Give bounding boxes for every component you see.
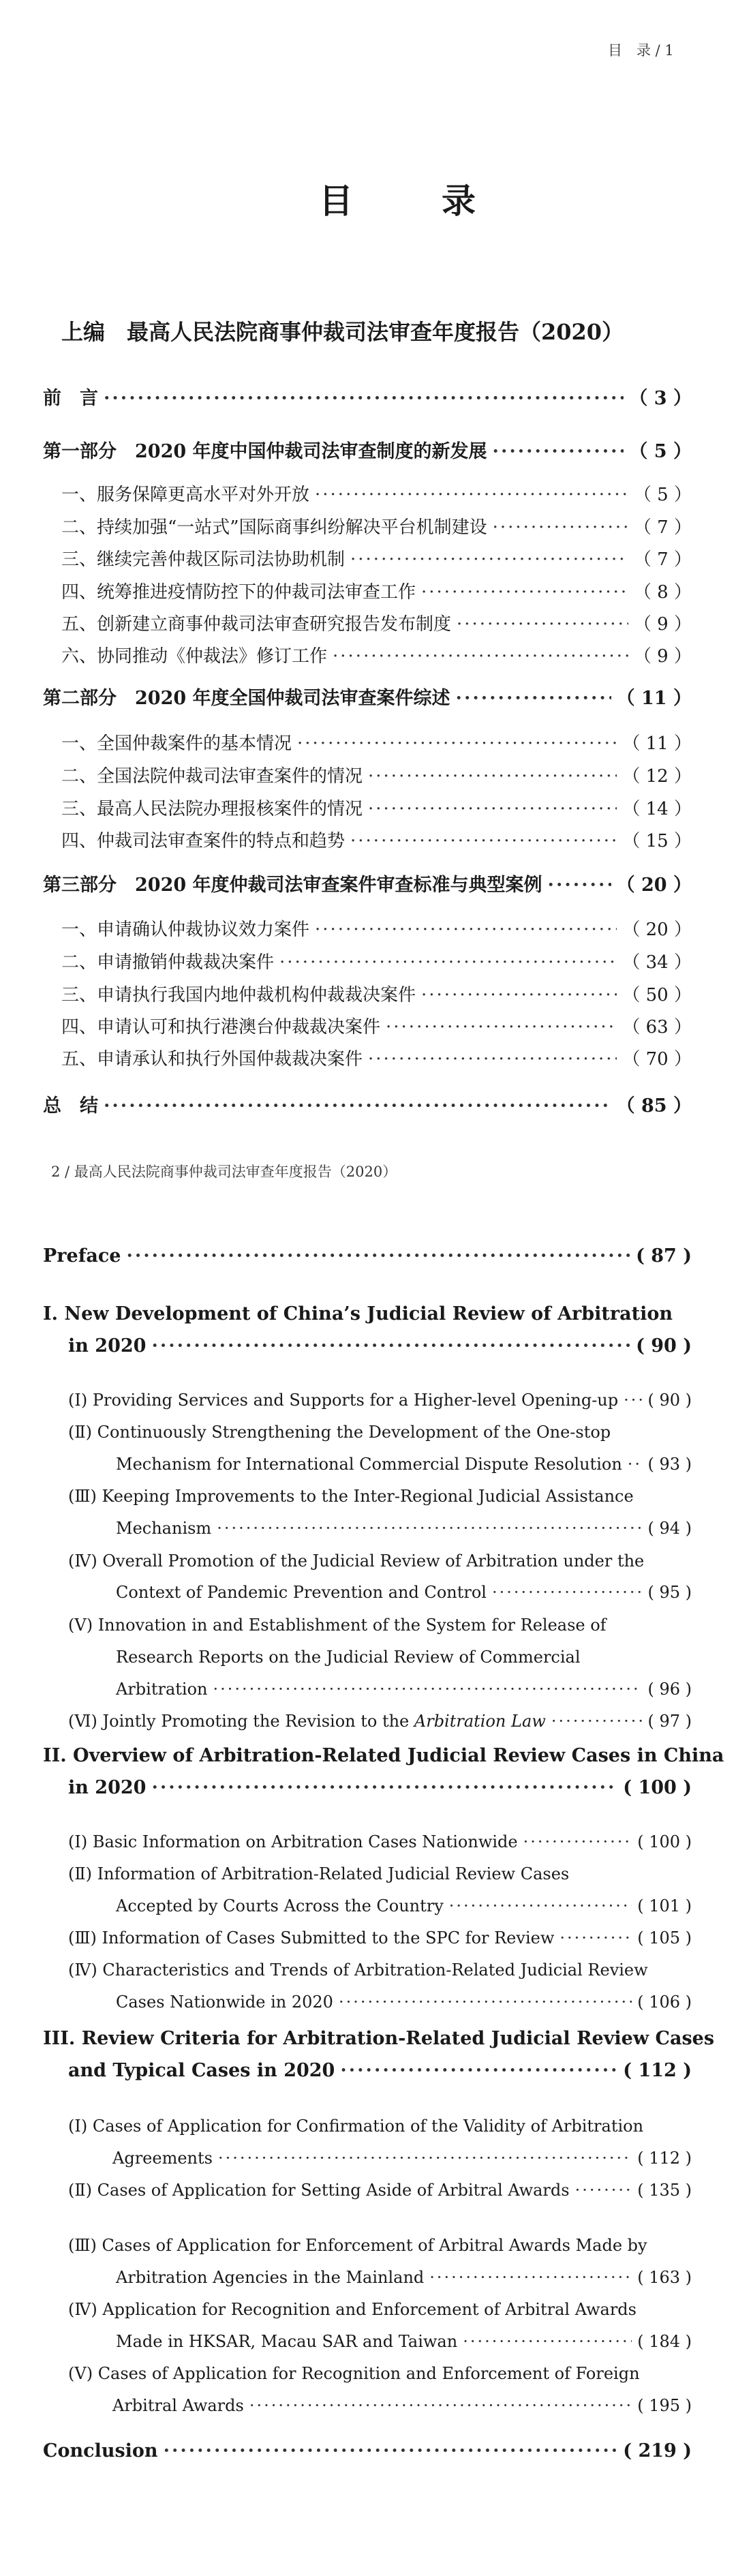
toc-entry-title: in 2020 [68,1777,147,1798]
toc-en-entry-line1: (Ⅳ) Application for Recognition and Enforcement of Arbitral Awards [68,2300,637,2319]
toc-entry-page: ( 112 ) [623,2060,692,2081]
toc-entry-title: 五、申请承认和执行外国仲裁裁决案件 [61,1049,363,1070]
toc-title: 目 录 [319,181,503,221]
toc-entry-title: 四、仲裁司法审查案件的特点和趋势 [61,831,346,851]
toc-entry-part3[interactable] [43,870,692,896]
toc-en-entry-line1: (Ⅳ) Characteristics and Trends of Arbitration-Related Judicial Review [68,1960,648,1980]
toc-entry-title-italic: Arbitration Law [414,1712,546,1731]
toc-en-preface[interactable] [43,1245,692,1267]
toc-entry-title: 三、最高人民法院办理报核案件的情况 [61,799,363,819]
toc-entry-page: ( 90 ) [636,1335,692,1357]
toc-subtitle: 上编 最高人民法院商事仲裁司法审查年度报告（2020） [61,319,624,345]
toc-entry-title: 四、申请认可和执行港澳台仲裁裁决案件 [61,1017,381,1037]
toc-entry-title: 总 结 [43,1095,98,1117]
toc-entry-title: 第一部分 2020 年度中国仲裁司法审查制度的新发展 [43,441,487,462]
toc-en-part2[interactable] [68,1777,692,1798]
toc-entry-page: ( 100 ) [637,1832,692,1851]
toc-entry-title: 二、持续加强“一站式”国际商事纠纷解决平台机制建设 [61,517,487,538]
toc-entry-title: 五、创新建立商事仲裁司法审查研究报告发布制度 [61,614,452,635]
toc-en-entry[interactable] [116,1896,692,1915]
toc-entry-page: （ 9 ） [633,646,692,667]
toc-entry-title: 第三部分 2020 年度仲裁司法审查案件审查标准与典型案例 [43,875,542,896]
toc-entry-page: ( 90 ) [647,1391,692,1410]
toc-entry-title: (Ⅲ) Information of Cases Submitted to the SPC for Review [68,1928,555,1948]
toc-entry-title: Made in HKSAR, Macau SAR and Taiwan [116,2332,458,2351]
toc-entry-page: （ 34 ） [622,952,692,973]
toc-entry-page: （ 50 ） [622,985,692,1005]
toc-en-entry[interactable] [68,1391,692,1410]
toc-entry-title: Arbitration [116,1680,208,1699]
toc-entry[interactable] [61,827,692,852]
toc-en-part3[interactable] [68,2060,692,2081]
toc-entry[interactable] [61,948,692,973]
toc-en-part2-line1: II. Overview of Arbitration-Related Judicial Review Cases in China [43,1745,724,1766]
toc-en-conclusion[interactable] [43,2440,692,2461]
toc-entry-title: (Ⅵ) Jointly Promoting the Revision to the [68,1712,414,1731]
toc-entry[interactable] [61,513,692,539]
toc-en-entry[interactable] [116,1583,692,1602]
toc-entry-title: and Typical Cases in 2020 [68,2060,335,2081]
toc-entry-title: 二、申请撤销仲裁裁决案件 [61,952,275,973]
toc-en-entry[interactable] [68,2181,692,2200]
toc-entry-title: 一、申请确认仲裁协议效力案件 [61,920,310,940]
toc-entry-title: 一、服务保障更高水平对外开放 [61,485,310,505]
toc-entry-title: Agreements [112,2149,213,2168]
toc-en-part3-line1: III. Review Criteria for Arbitration-Related Judicial Review Cases [43,2028,715,2049]
toc-en-part1[interactable] [68,1335,692,1357]
toc-entry[interactable] [61,642,692,667]
toc-en-entry[interactable] [116,1519,692,1538]
toc-entry-title: Arbitral Awards [112,2396,244,2415]
toc-entry-title: in 2020 [68,1335,147,1357]
toc-entry-title: 前 言 [43,388,98,409]
toc-entry[interactable] [61,1013,692,1038]
toc-entry[interactable] [61,762,692,787]
toc-en-entry-line2: Research Reports on the Judicial Review of Commercial [116,1648,581,1667]
toc-entry-page: （ 11 ） [616,688,692,709]
toc-entry-title: Cases Nationwide in 2020 [116,1992,333,2012]
toc-entry-title: (Ⅰ) Basic Information on Arbitration Cases Nationwide [68,1832,518,1851]
toc-entry-page: （ 85 ） [616,1095,692,1117]
toc-entry-page: （ 3 ） [629,388,692,409]
toc-entry-page: ( 93 ) [647,1455,692,1474]
toc-entry-page: （ 70 ） [622,1049,692,1070]
toc-entry-part2[interactable] [43,683,692,710]
toc-entry-page: ( 163 ) [637,2268,692,2287]
toc-entry-title: Context of Pandemic Prevention and Control [116,1583,487,1602]
toc-en-entry[interactable] [116,1992,692,2012]
toc-entry-page: ( 101 ) [637,1896,692,1915]
toc-entry[interactable] [61,729,692,755]
toc-entry-page: （ 15 ） [622,831,692,851]
toc-en-entry[interactable] [68,1712,692,1731]
toc-entry-page: ( 97 ) [647,1712,692,1731]
toc-entry-page: （ 9 ） [633,614,692,635]
toc-entry-page: （ 20 ） [616,875,692,896]
toc-entry-page: （ 14 ） [622,799,692,819]
toc-entry-page: ( 87 ) [636,1245,692,1267]
toc-en-entry-line1: (Ⅱ) Information of Arbitration-Related Judicial Review Cases [68,1864,570,1883]
toc-entry-preface[interactable] [43,383,692,410]
running-head-page-2: 2 / 最高人民法院商事仲裁司法审查年度报告（2020） [51,1164,397,1180]
toc-entry-page: （ 12 ） [622,766,692,787]
toc-entry-title: 三、申请执行我国内地仲裁机构仲裁裁决案件 [61,985,416,1005]
toc-entry-title: 四、统筹推进疫情防控下的仲裁司法审查工作 [61,582,416,603]
toc-entry[interactable] [61,481,692,506]
toc-entry-conclusion[interactable] [43,1091,692,1117]
toc-en-entry-line1: (Ⅰ) Cases of Application for Confirmation of the Validity of Arbitration [68,2117,644,2136]
toc-entry-title: Mechanism for International Commercial Dispute Resolution [116,1455,622,1474]
toc-entry-page: ( 95 ) [647,1583,692,1602]
toc-entry-page: ( 135 ) [637,2181,692,2200]
toc-en-entry-line1: (Ⅱ) Continuously Strengthening the Development of the One-stop [68,1423,611,1442]
toc-en-entry-line1: (Ⅴ) Innovation in and Establishment of the System for Release of [68,1616,607,1635]
toc-entry-title: (Ⅰ) Providing Services and Supports for a Higher-level Opening-up [68,1391,619,1410]
toc-entry-title: Mechanism [116,1519,212,1538]
toc-entry-title: Accepted by Courts Across the Country [116,1896,444,1915]
toc-en-entry[interactable] [116,1455,692,1474]
toc-en-entry-line1: (Ⅳ) Overall Promotion of the Judicial Review of Arbitration under the [68,1551,645,1571]
toc-entry-page: ( 195 ) [637,2396,692,2415]
toc-en-entry-line1: (Ⅴ) Cases of Application for Recognition and Enforcement of Foreign [68,2364,640,2383]
toc-entry-title: Arbitration Agencies in the Mainland [116,2268,425,2287]
toc-entry[interactable] [61,1045,692,1070]
toc-entry-page: （ 5 ） [629,441,692,462]
toc-entry-page: （ 7 ） [633,517,692,538]
toc-entry-page: ( 106 ) [637,1992,692,2012]
toc-entry-title: Conclusion [43,2440,158,2461]
toc-entry[interactable] [61,578,692,603]
toc-entry-page: ( 96 ) [647,1680,692,1699]
toc-entry-page: （ 11 ） [622,733,692,754]
toc-entry-page: （ 5 ） [633,485,692,505]
toc-entry-page: （ 8 ） [633,582,692,603]
toc-entry-page: （ 20 ） [622,920,692,940]
toc-entry-title: Preface [43,1245,121,1267]
toc-entry-page: ( 100 ) [623,1777,692,1798]
toc-entry[interactable] [61,795,692,820]
toc-en-entry-line1: (Ⅲ) Keeping Improvements to the Inter-Regional Judicial Assistance [68,1487,634,1506]
toc-en-part1-line1: I. New Development of China’s Judicial Review of Arbitration [43,1303,673,1324]
toc-entry-part1[interactable] [43,436,692,463]
toc-entry-title: (Ⅱ) Cases of Application for Setting Aside of Arbitral Awards [68,2181,570,2200]
toc-entry[interactable] [61,915,692,941]
toc-entry-title: 六、协同推动《仲裁法》修订工作 [61,646,328,667]
toc-entry[interactable] [61,981,692,1006]
toc-entry-page: ( 94 ) [647,1519,692,1538]
toc-en-entry[interactable] [116,2268,692,2287]
toc-entry-page: ( 112 ) [637,2149,692,2168]
toc-en-entry[interactable] [68,1832,692,1851]
toc-en-entry[interactable] [116,2332,692,2351]
toc-entry-title: 三、继续完善仲裁区际司法协助机制 [61,549,346,570]
toc-entry-title: 一、全国仲裁案件的基本情况 [61,733,292,754]
toc-entry-title: 二、全国法院仲裁司法审查案件的情况 [61,766,363,787]
toc-en-entry[interactable] [68,1928,692,1948]
toc-entry-page: （ 63 ） [622,1017,692,1037]
toc-en-entry-line1: (Ⅲ) Cases of Application for Enforcement of Arbitral Awards Made by [68,2236,647,2255]
toc-entry-title: 第二部分 2020 年度全国仲裁司法审查案件综述 [43,688,450,709]
toc-entry[interactable] [61,545,692,571]
toc-entry-page: ( 184 ) [637,2332,692,2351]
toc-entry-page: ( 105 ) [637,1928,692,1948]
toc-entry-page: （ 7 ） [633,549,692,570]
toc-en-entry[interactable] [116,1680,692,1699]
toc-entry[interactable] [61,610,692,635]
toc-entry-page: ( 219 ) [623,2440,692,2461]
toc-en-entry[interactable] [112,2396,692,2415]
toc-en-entry[interactable] [112,2149,692,2168]
running-head-page-1: 目 录 / 1 [608,42,674,59]
